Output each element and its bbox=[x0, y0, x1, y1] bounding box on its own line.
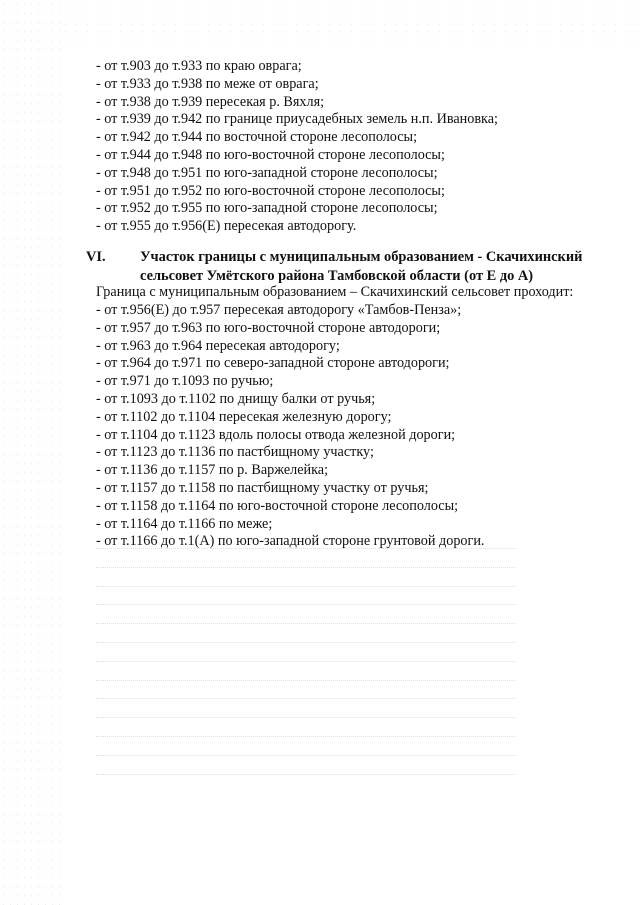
list-item: - от т.1104 до т.1123 вдоль полосы отвода железной дороги; bbox=[96, 426, 456, 443]
list-item: - от т.963 до т.964 пересекая автодорогу; bbox=[96, 337, 340, 354]
list-item: - от т.1157 до т.1158 по пастбищному участку от ручья; bbox=[96, 479, 429, 496]
list-item: - от т.903 до т.933 по краю оврага; bbox=[96, 58, 302, 74]
list-item: - от т.939 до т.942 по границе приусадебных земель н.п. Ивановка; bbox=[96, 111, 498, 128]
list-item: - от т.933 до т.938 по меже от оврага; bbox=[96, 75, 319, 92]
show-through-text bbox=[96, 548, 516, 792]
list-item: - от т.964 до т.971 по северо-западной стороне автодороги; bbox=[96, 355, 450, 372]
section-title-line: сельсовет Умётского района Тамбовской области (от Е до А) bbox=[140, 267, 534, 284]
list-item: - от т.1093 до т.1102 по днищу балки от ручья; bbox=[96, 390, 376, 407]
list-item: - от т.951 до т.952 по юго-восточной стороне лесополосы; bbox=[96, 182, 445, 199]
list-item: - от т.1158 до т.1164 по юго-восточной стороне лесополосы; bbox=[96, 497, 459, 514]
list-item: - от т.956(Е) до т.957 пересекая автодорогу «Тамбов-Пенза»; bbox=[96, 302, 462, 318]
list-item: - от т.1164 до т.1166 по меже; bbox=[96, 515, 273, 532]
list-item: - от т.1136 до т.1157 по р. Варжелейка; bbox=[96, 462, 329, 479]
list-item: - от т.948 до т.951 по юго-западной стороне лесополосы; bbox=[96, 164, 438, 181]
list-item: - от т.944 до т.948 по юго-восточной стороне лесополосы; bbox=[96, 146, 445, 163]
section-intro: Граница с муниципальным образованием – Скачихинский сельсовет проходит: bbox=[96, 284, 574, 300]
list-item: - от т.971 до т.1093 по ручью; bbox=[96, 373, 274, 390]
list-item: - от т.942 до т.944 по восточной стороне лесополосы; bbox=[96, 129, 418, 146]
list-item: - от т.1123 до т.1136 по пастбищному участку; bbox=[96, 444, 374, 461]
list-item: - от т.957 до т.963 по юго-восточной стороне автодороги; bbox=[96, 319, 441, 336]
scan-noise bbox=[0, 0, 60, 905]
list-item: - от т.955 до т.956(Е) пересекая автодорогу. bbox=[96, 218, 357, 235]
list-item: - от т.1102 до т.1104 пересекая железную дорогу; bbox=[96, 408, 392, 425]
list-item: - от т.1166 до т.1(А) по юго-западной стороне грунтовой дороги. bbox=[96, 533, 485, 550]
boundary-list-bottom bbox=[96, 302, 616, 551]
section-title bbox=[140, 248, 610, 285]
boundary-list-top bbox=[96, 58, 616, 236]
list-item: - от т.952 до т.955 по юго-западной стороне лесополосы; bbox=[96, 200, 438, 217]
scan-noise bbox=[60, 0, 640, 50]
list-item: - от т.938 до т.939 пересекая р. Вяхля; bbox=[96, 93, 325, 110]
section-title-line: Участок границы с муниципальным образованием - Скачихинский bbox=[140, 249, 583, 265]
section-number: VI. bbox=[86, 249, 106, 265]
